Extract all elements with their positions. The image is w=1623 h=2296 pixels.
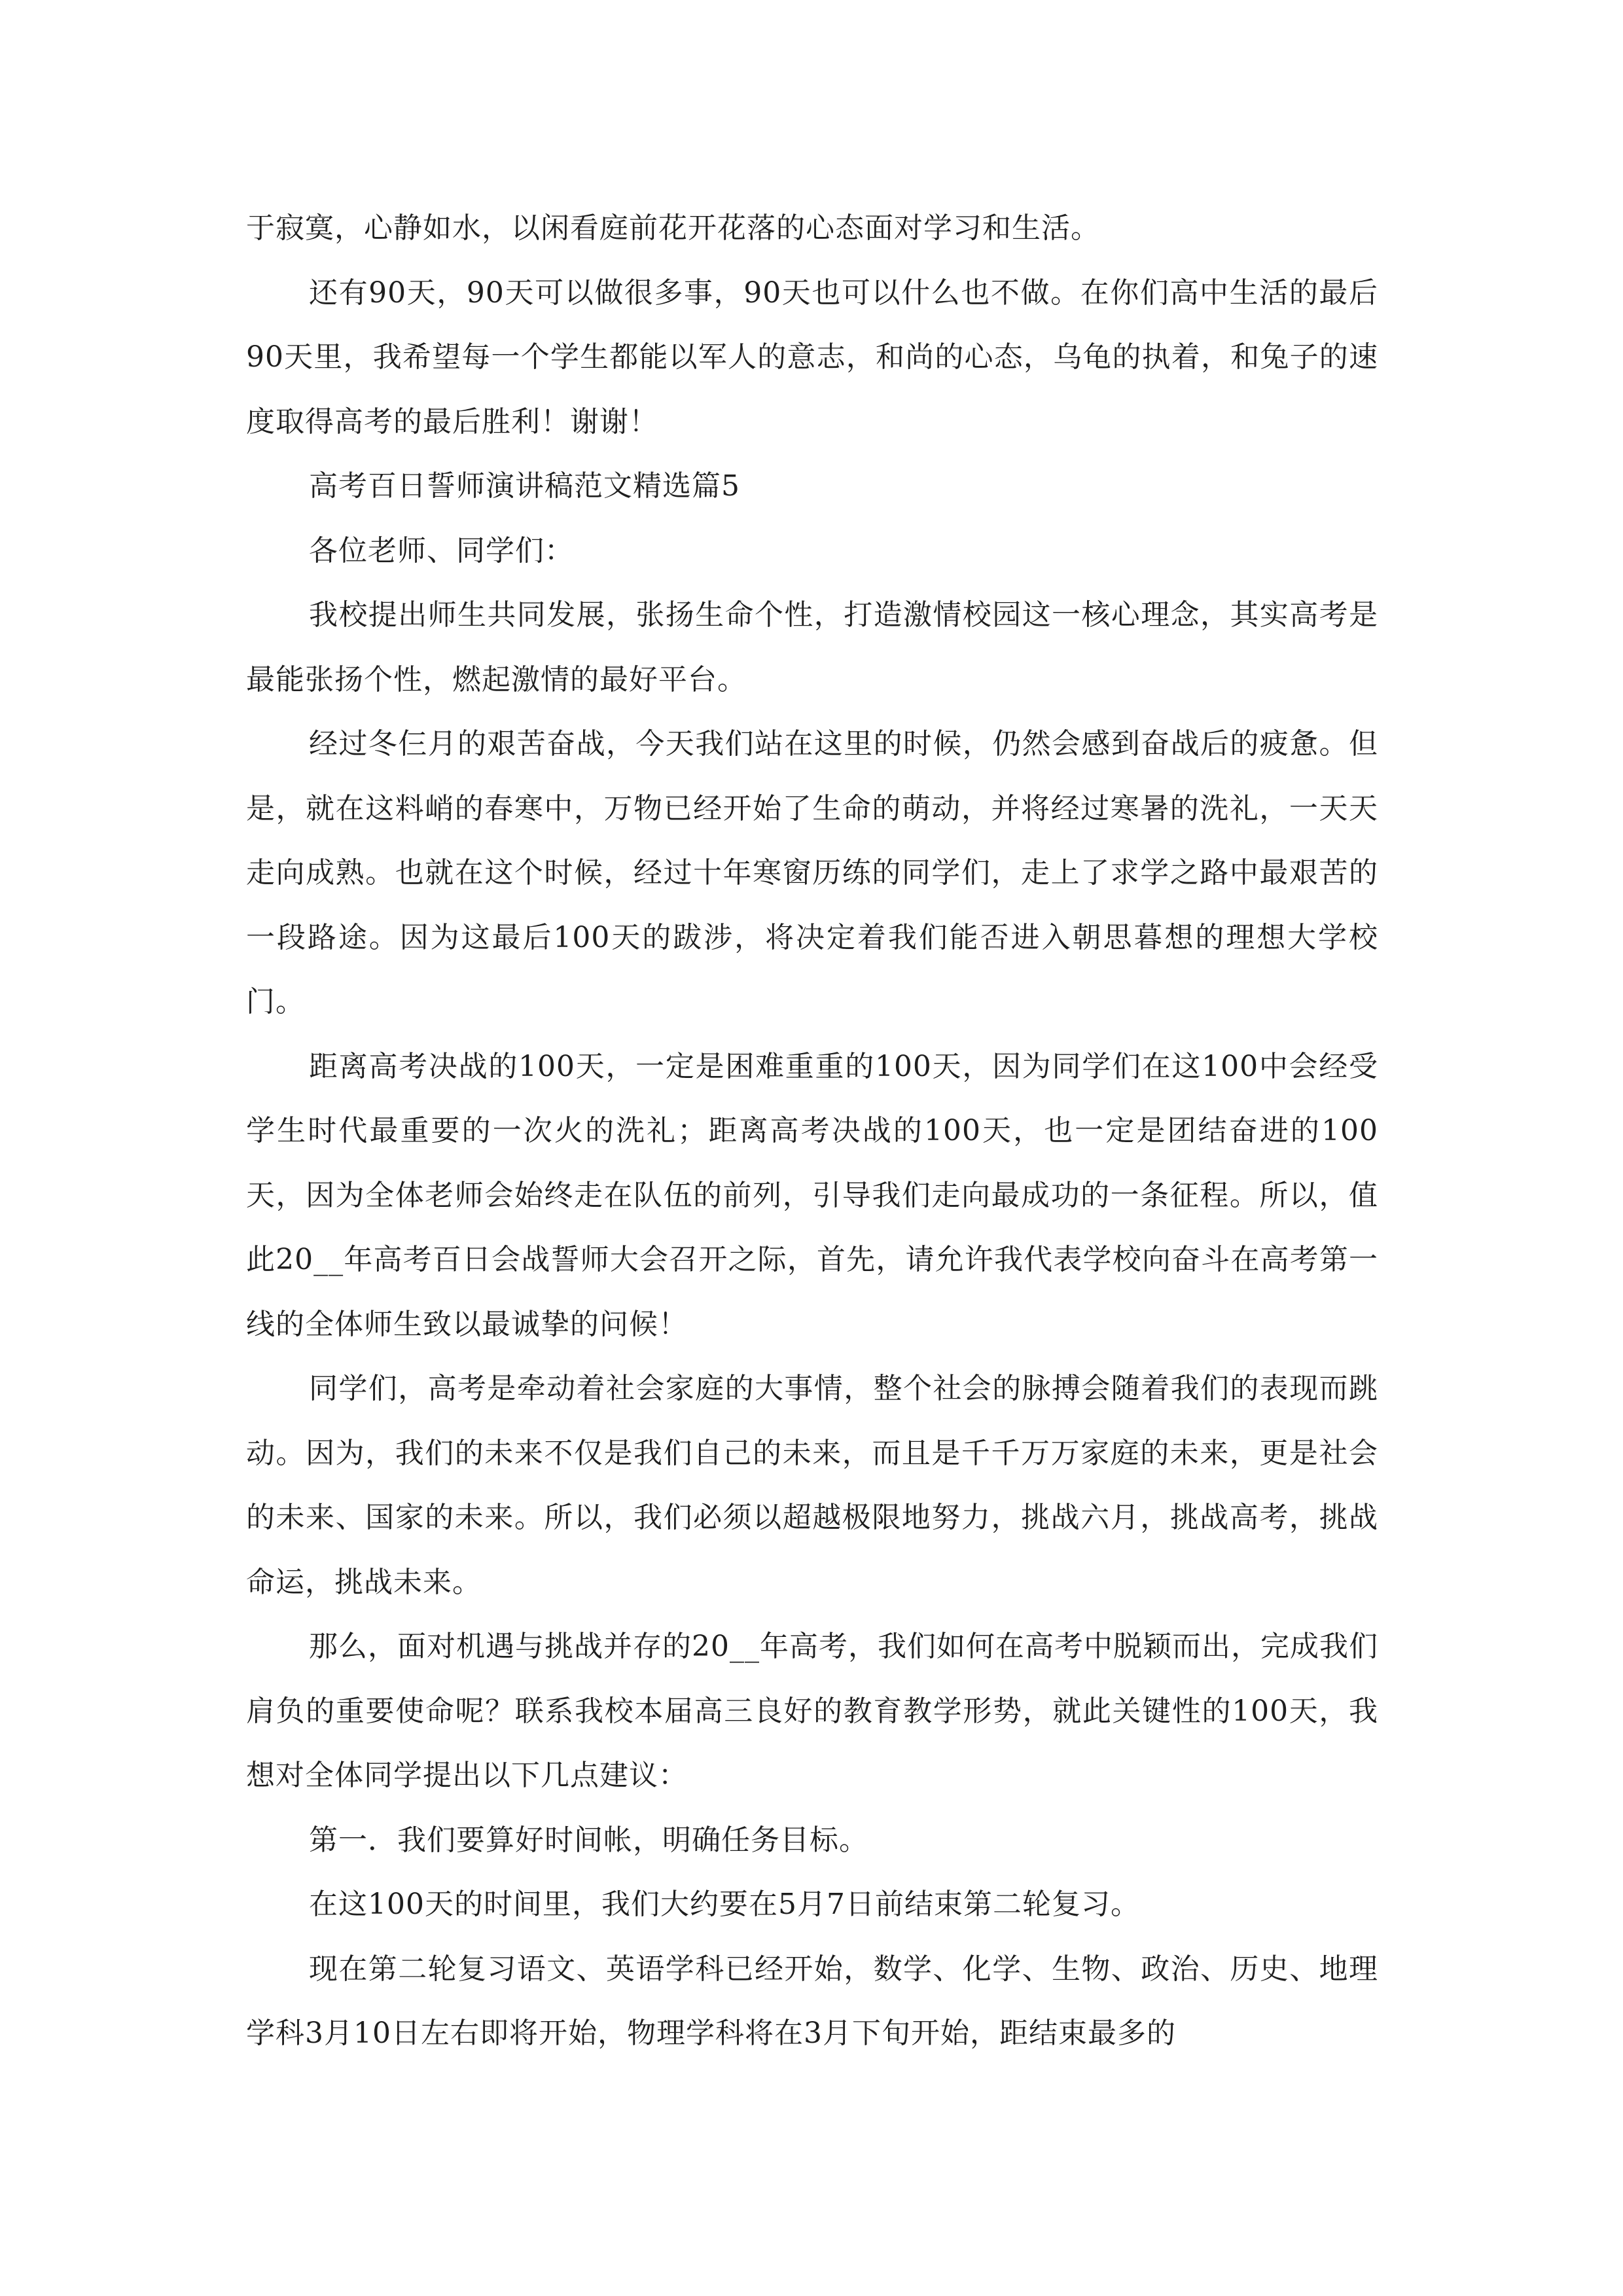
salutation: 各位老师、同学们： [309,533,574,567]
paragraph: 经过冬仨月的艰苦奋战，今天我们站在这里的时候，仍然会感到奋战后的疲惫。但是，就在这料峭的春寒中，万物已经开始了生命的萌动，并将经过寒暑的洗礼，一天天走向成熟。也就在这个时候，经过十年寒窗历练的同学们，走上了求学之路中最艰苦的一段路途。因为这最后100天的跋涉，将决定着我们能否进入朝思暮想的理想大学校门。 [246,727,1378,1018]
paragraph: 于寂寞，心静如水，以闲看庭前花开花落的心态面对学习和生活。 [246,211,1100,245]
section-heading: 高考百日誓师演讲稿范文精选篇5 [309,469,740,503]
paragraph: 我校提出师生共同发展，张扬生命个性，打造激情校园这一核心理念，其实高考是最能张扬个性，燃起激情的最好平台。 [246,598,1378,696]
paragraph: 还有90天，90天可以做很多事，90天也可以什么也不做。在你们高中生活的最后90天里，我希望每一个学生都能以军人的意志，和尚的心态，乌龟的执着，和兔子的速度取得高考的最后胜利！谢谢！ [246,276,1378,439]
paragraph: 距离高考决战的100天，一定是困难重重的100天，因为同学们在这100中会经受学生时代最重要的一次火的洗礼；距离高考决战的100天，也一定是团结奋进的100天，因为全体老师会始终走在队伍的前列，引导我们走向最成功的一条征程。所以，值此20__年高考百日会战誓师大会召开之际，首先，请允许我代表学校向奋斗在高考第一线的全体师生致以最诚挚的问候！ [246,1049,1378,1341]
paragraph: 同学们，高考是牵动着社会家庭的大事情，整个社会的脉搏会随着我们的表现而跳动。因为，我们的未来不仅是我们自己的未来，而且是千千万万家庭的未来，更是社会的未来、国家的未来。所以，我们必须以超越极限地努力，挑战六月，挑战高考，挑战命运，挑战未来。 [246,1372,1378,1599]
paragraph: 在这100天的时间里，我们大约要在5月7日前结束第二轮复习。 [309,1888,1140,1921]
document-body [246,196,1378,2066]
paragraph: 现在第二轮复习语文、英语学科已经开始，数学、化学、生物、政治、历史、地理学科3月10日左右即将开始，物理学科将在3月下旬开始，距结束最多的 [246,1952,1378,2050]
paragraph: 第一．我们要算好时间帐，明确任务目标。 [309,1823,868,1857]
paragraph: 那么，面对机遇与挑战并存的20__年高考，我们如何在高考中脱颖而出，完成我们肩负的重要使命呢？联系我校本届高三良好的教育教学形势，就此关键性的100天，我想对全体同学提出以下几点建议： [246,1630,1378,1792]
